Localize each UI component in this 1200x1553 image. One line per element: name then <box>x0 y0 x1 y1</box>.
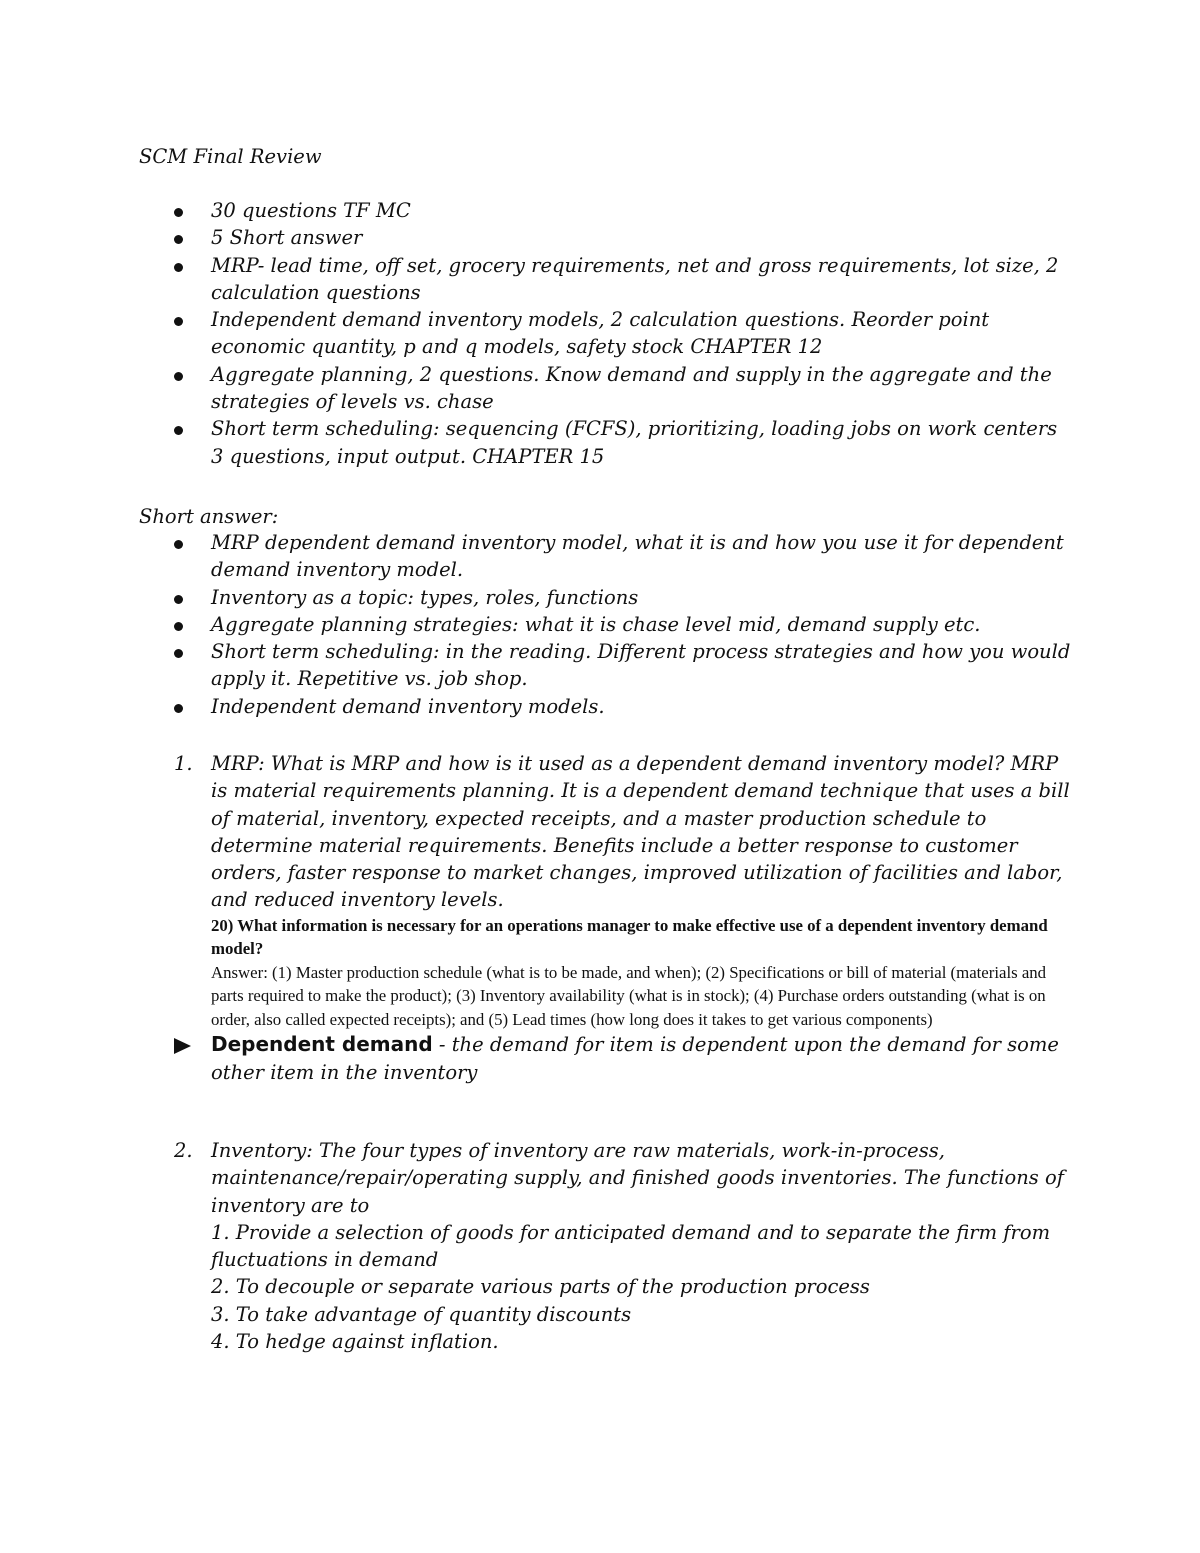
list-item: MRP dependent demand inventory model, what it is and how you use it for dependent demand inventory model. <box>211 529 1071 584</box>
short-answer-heading: Short answer: <box>139 505 279 528</box>
list-item: Short term scheduling: sequencing (FCFS), prioritizing, loading jobs on work centers 3 questions, input output. CHAPTER 15 <box>211 415 1071 470</box>
arrow-bullet-icon <box>174 1038 191 1054</box>
question-text: 20) What information is necessary for an operations manager to make effective use of a dependent inventory demand model? <box>211 915 1048 959</box>
page-title: SCM Final Review <box>139 145 322 168</box>
definition-term: Dependent demand <box>211 1032 433 1057</box>
list-item: Independent demand inventory models, 2 calculation questions. Reorder point economic quantity, p and q models, safety stock CHAPTER 12 <box>211 306 1071 361</box>
inventory-paragraph: Inventory: The four types of inventory are raw materials, work-in-process, maintenance/repair/operating supply, and finished goods inventories. The functions of inventory are to <box>211 1139 1064 1217</box>
numbered-item-inventory <box>174 1137 1071 1355</box>
answer-text: Answer: (1) Master production schedule (what is to be made, and when); (2) Specifications or bill of material (materials and parts required to make the product); (3) Inventory availability (what is in stock); (4) Purchase orders outstanding (what is on order, also called expected receipts); and (5) Lead times (how long does it takes to get various components) <box>211 962 1047 1029</box>
list-item: Aggregate planning, 2 questions. Know demand and supply in the aggregate and the strategies of levels vs. chase <box>211 361 1071 416</box>
question-block <box>211 914 1071 1032</box>
list-item: Aggregate planning strategies: what it is chase level mid, demand supply etc. <box>211 611 1071 638</box>
mrp-paragraph: MRP: What is MRP and how is it used as a dependent demand inventory model? MRP is material requirements planning. It is a dependent demand technique that uses a bill of material, inventory, expected receipts, and a master production schedule to determine material requirements. Benefits include a better response to customer orders, faster response to market changes, improved utilization of facilities and labor, and reduced inventory levels. <box>211 752 1070 912</box>
definition-item <box>211 1031 1071 1086</box>
list-item: Inventory as a topic: types, roles, functions <box>211 584 1071 611</box>
function-line: 3. To take advantage of quantity discounts <box>211 1302 632 1326</box>
item-number: 1. <box>174 752 193 775</box>
function-line: 1. Provide a selection of goods for anticipated demand and to separate the firm from fluctuations in demand <box>211 1220 1051 1272</box>
list-item: Short term scheduling: in the reading. Different process strategies and how you would apply it. Repetitive vs. job shop. <box>211 638 1071 693</box>
list-item: Independent demand inventory models. <box>211 693 1071 720</box>
item-number: 2. <box>174 1139 193 1162</box>
function-line: 4. To hedge against inflation. <box>211 1330 499 1354</box>
numbered-item-mrp <box>174 750 1071 1086</box>
definition-text: - the demand for item is dependent upon the demand for some other item in the inventory <box>211 1033 1059 1084</box>
list-item: 30 questions TF MC <box>211 197 1071 224</box>
function-line: 2. To decouple or separate various parts of the production process <box>211 1275 870 1299</box>
overview-list <box>211 197 1071 470</box>
short-answer-list <box>211 529 1071 720</box>
list-item: 5 Short answer <box>211 224 1071 251</box>
list-item: MRP- lead time, off set, grocery requirements, net and gross requirements, lot size, 2 calculation questions <box>211 252 1071 307</box>
